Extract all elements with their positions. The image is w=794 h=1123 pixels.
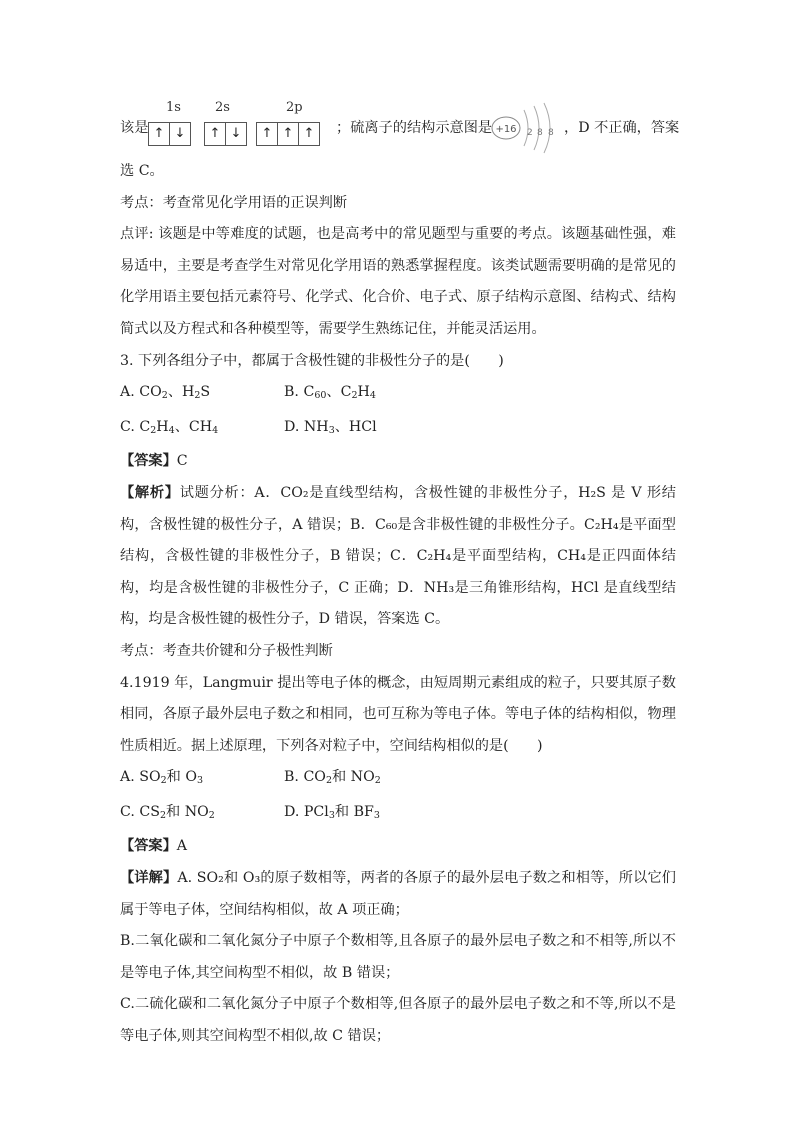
document-page (120, 96, 680, 1053)
up-arrow-icon: ↑ (278, 123, 299, 145)
q3-option-c: C. $C_2H_4$、$CH_4$ (120, 418, 219, 436)
q4-answer-label: 【答案】 (120, 838, 177, 855)
nucleus-charge: +16 (495, 124, 517, 135)
down-arrow-icon: ↓ (174, 126, 186, 141)
q4-options-row-2 (120, 797, 676, 832)
down-arrow-icon: ↓ (230, 126, 242, 141)
q3-options-row-1 (120, 377, 676, 412)
up-arrow-icon: ↑ (149, 123, 170, 145)
orbital-prefix: 该是 (120, 120, 149, 136)
q4-detail-c: C.二硫化碳和二氧化氮分子中原子个数相等,但各原子的最外层电子数之和不等,所以不是等电子体,则其空间构型不相似,故 C 错误； (120, 996, 676, 1045)
answer-c-line: 选 C。 (120, 163, 164, 179)
q3-options-row-2 (120, 412, 676, 447)
orbital-label-2s: 2s (215, 100, 230, 115)
q3-option-b: B. $C_{60}$、$C_2H_4$ (284, 384, 376, 402)
orbital-line (120, 96, 680, 156)
shell-count-3: 8 (548, 128, 554, 138)
q4-option-a: A. $SO_2$和 $O_3$ (120, 769, 204, 787)
q4-detail-label: 【详解】 (120, 870, 178, 887)
q4-detail-a-text: A. SO₂和 O₃的原子数相等，两者的各原子的最外层电子数之和相等，所以它们属于等电子体，空间结构相似，故 A 项正确； (120, 870, 676, 918)
q4-stem: 4.1919 年，Langmuir 提出等电子体的概念，由短周期元素组成的粒子，只要其原子数相同，各原子最外层电子数之和相同，也可互称为等电子体。等电子体的结构相似，物理性质相近。据上述原理，下列各对粒子中，空间结构相似的是( ) (120, 674, 676, 754)
q3-kaodian: 考点：考查共价键和分子极性判断 (120, 642, 333, 659)
q3-answer: C (176, 453, 188, 470)
orbital-box-2s (204, 122, 247, 146)
q4-answer-line (120, 831, 676, 863)
q3-analysis-label: 【解析】 (120, 484, 180, 501)
q2-dianping: 点评: 该题是中等难度的试题，也是高考中的常见题型与重要的考点。该题基础性强，难易适中，主要是考查学生对常见化学用语的熟悉掌握程度。该类试题需要明确的是常见的化学用语主要包括元素符号、化学式、化合价、电子式、原子结构示意图、结构式、结构简式以及方程式和各种模型等，需要学生熟练记住，并能灵活运用。 (120, 226, 676, 337)
q3-answer-label: 【答案】 (120, 453, 177, 470)
up-arrow-icon: ↑ (303, 126, 315, 141)
orbital-box-2p (256, 122, 320, 146)
orbital-label-2p: 2p (286, 100, 303, 115)
orbital-middle-text: ；硫离子的结构示意图是 (336, 120, 493, 136)
q3-answer-line (120, 446, 676, 478)
orbital-label-1s: 1s (166, 100, 181, 115)
sulfide-ion-diagram (490, 102, 562, 154)
q4-detail-b: B.二氧化碳和二氧化氮分子中原子个数相等,且各原子的最外层电子数之和不相等,所以不是等电子体,其空间构型不相似，故 B 错误； (120, 933, 676, 981)
q4-detail-a (120, 863, 676, 926)
up-arrow-icon: ↑ (205, 123, 226, 145)
q3-analysis-text: 试题分析：A．CO₂是直线型结构，含极性键的非极性分子，H₂S 是 V 形结构，含极性键的极性分子，A 错误；B．C₆₀是含非极性键的非极性分子。C₂H₄是平面型结构，含极性键的非极性分子，B 错误；C．C₂H₄是平面型结构，CH₄是正四面体结构，均是含极性键的非极性分子，C 正确；D．NH₃是三角锥形结构，HCl 是直线型结构，均是含极性键的极性分子，D 错误，答案选 C。 (120, 484, 676, 628)
q4-option-d: D. PCl$_3$和 $BF_3$ (284, 803, 380, 821)
shell-count-1: 2 (527, 128, 533, 138)
up-arrow-icon: ↑ (257, 123, 278, 145)
q4-options-row-1 (120, 762, 676, 797)
q4-answer: A (176, 838, 188, 855)
q2-kaodian: 考点：考查常见化学用语的正误判断 (120, 194, 348, 211)
q3-analysis (120, 478, 676, 636)
q4-option-b: B. $CO_2$和 $NO_2$ (284, 769, 381, 787)
shell-count-2: 8 (537, 128, 543, 138)
q3-option-d: D. $NH_3$、HCl (284, 418, 377, 436)
q3-stem: 3. 下列各组分子中，都属于含极性键的非极性分子的是( ) (120, 352, 504, 369)
orbital-suffix-text: ，D 不正确，答案 (564, 120, 680, 136)
q3-option-a: A. $CO_2$、$H_2S$ (120, 384, 211, 402)
orbital-box-1s (148, 122, 191, 146)
q4-option-c: C. $CS_2$和 $NO_2$ (120, 803, 215, 821)
